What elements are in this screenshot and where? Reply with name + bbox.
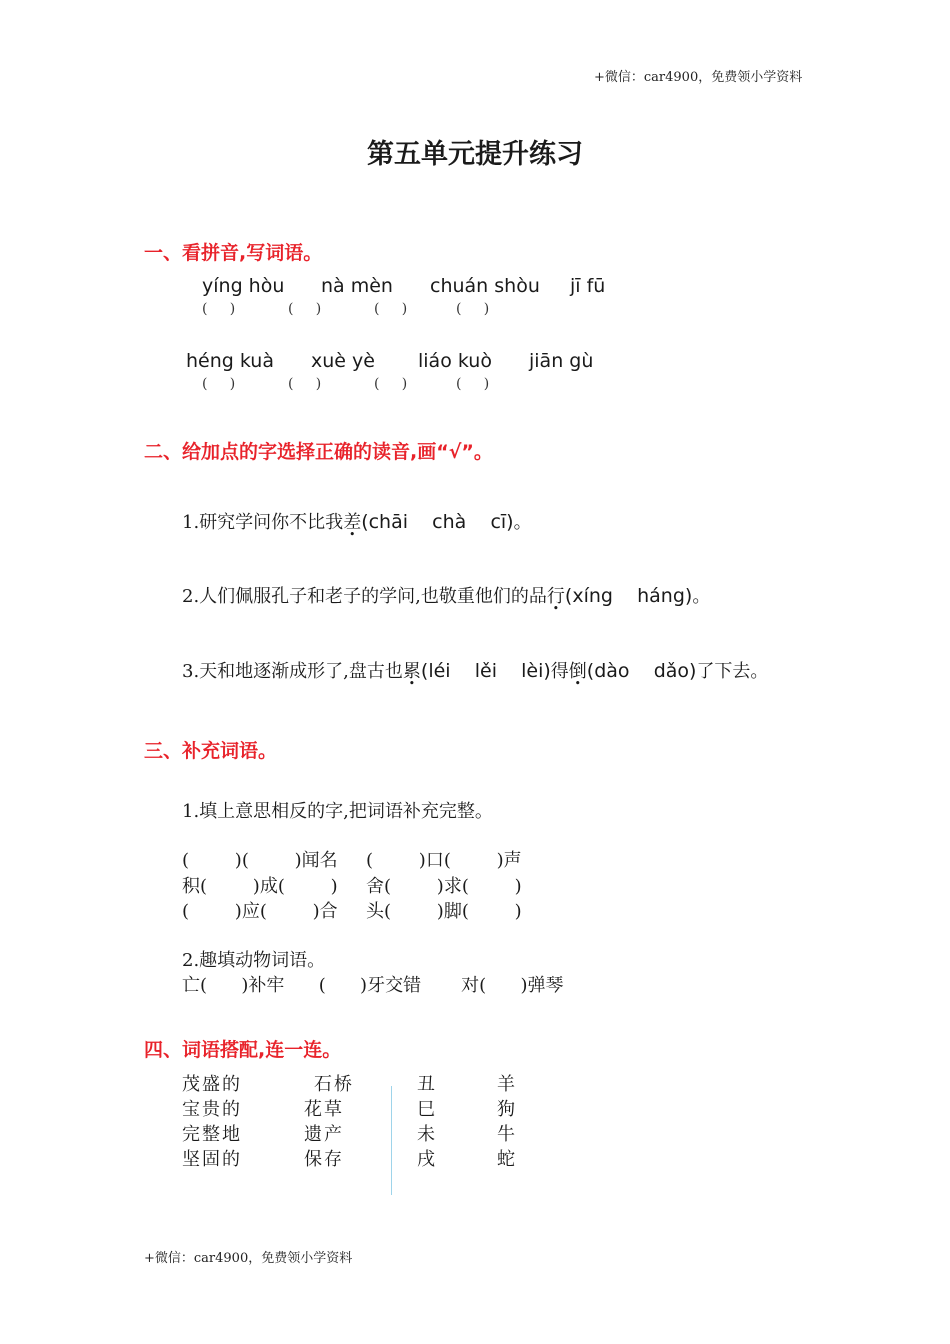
answer-blank[interactable]: ( )	[202, 301, 236, 317]
match-item[interactable]: 戌	[417, 1149, 437, 1170]
fill-blank-item[interactable]: 头( )脚( )	[366, 901, 522, 922]
fill-blank-item[interactable]: 舍( )求( )	[366, 876, 522, 897]
subquestion-1: 1.填上意思相反的字,把词语补充完整。	[182, 801, 493, 822]
match-item[interactable]: 遗产	[304, 1124, 344, 1145]
match-item[interactable]: 花草	[304, 1099, 344, 1120]
match-item[interactable]: 牛	[497, 1124, 517, 1145]
match-item[interactable]: 巳	[417, 1099, 437, 1120]
animal-idioms[interactable]: 亡( )补牢 ( )牙交错 对( )弹琴	[182, 975, 564, 996]
pinyin-options[interactable]: (léi lěi lèi)	[420, 660, 551, 682]
fill-blank-item[interactable]: 积( )成( )	[182, 876, 338, 897]
pinyin-options[interactable]: (dào dǎo)	[586, 660, 697, 682]
question-text: 3.天和地逐渐成形了,盘古也	[182, 661, 403, 682]
pinyin-item: chuán shòu	[430, 275, 540, 297]
pinyin-item: liáo kuò	[418, 350, 492, 372]
match-item[interactable]: 保存	[304, 1149, 344, 1170]
match-item[interactable]: 蛇	[497, 1149, 517, 1170]
subquestion-2: 2.趣填动物词语。	[182, 950, 326, 971]
answer-blank[interactable]: ( )	[288, 301, 322, 317]
pinyin-item: héng kuà	[186, 350, 274, 372]
question-text: 。	[513, 512, 532, 533]
pinyin-item: jī fū	[570, 275, 606, 297]
watermark-top: +微信：car4900，免费领小学资料	[594, 70, 803, 85]
section-heading-1: 一、看拼音,写词语。	[144, 242, 323, 264]
fill-blank-item[interactable]: ( )口( )声	[366, 850, 522, 871]
pinyin-options[interactable]: (xíng háng)	[564, 585, 693, 607]
match-item[interactable]: 石桥	[314, 1074, 354, 1095]
match-item[interactable]: 狗	[497, 1099, 517, 1120]
answer-blank[interactable]: ( )	[374, 301, 408, 317]
match-item[interactable]: 宝贵的	[182, 1099, 242, 1120]
question-text: 2.人们佩服孔子和老子的学问,也敬重他们的品	[182, 586, 547, 607]
divider-line	[391, 1086, 392, 1195]
answer-blank[interactable]: ( )	[288, 376, 322, 392]
watermark-bottom: +微信：car4900，免费领小学资料	[144, 1251, 353, 1266]
answer-blank[interactable]: ( )	[456, 301, 490, 317]
dotted-character: 倒	[568, 661, 587, 682]
answer-blank[interactable]: ( )	[456, 376, 490, 392]
match-item[interactable]: 羊	[497, 1074, 517, 1095]
pinyin-item: yíng hòu	[202, 275, 285, 297]
question-1	[182, 508, 532, 534]
fill-blank-item[interactable]: ( )应( )合	[182, 901, 338, 922]
question-text: 得	[550, 661, 569, 682]
section-heading-3: 三、补充词语。	[144, 740, 278, 762]
section-heading-4: 四、词语搭配,连一连。	[144, 1039, 342, 1061]
answer-blank[interactable]: ( )	[374, 376, 408, 392]
question-text: 。	[692, 586, 711, 607]
answer-blank[interactable]: ( )	[202, 376, 236, 392]
question-text: 1.研究学问你不比我	[182, 512, 344, 533]
page-title: 第五单元提升练习	[367, 139, 583, 170]
match-item[interactable]: 完整地	[182, 1124, 242, 1145]
question-3	[182, 657, 768, 683]
pinyin-item: nà mèn	[321, 275, 393, 297]
pinyin-item: xuè yè	[311, 350, 375, 372]
dotted-character: 累	[402, 661, 421, 682]
pinyin-item: jiān gù	[529, 350, 594, 372]
match-item[interactable]: 丑	[417, 1074, 437, 1095]
match-item[interactable]: 未	[417, 1124, 437, 1145]
section-heading-2: 二、给加点的字选择正确的读音,画“√”。	[144, 441, 493, 463]
dotted-character: 差	[343, 512, 362, 533]
question-2	[182, 582, 710, 608]
match-item[interactable]: 茂盛的	[182, 1074, 242, 1095]
fill-blank-item[interactable]: ( )( )闻名	[182, 850, 338, 871]
dotted-character: 行	[546, 586, 565, 607]
pinyin-options[interactable]: (chāi chà cī)	[361, 511, 514, 533]
question-text: 了下去。	[696, 661, 769, 682]
match-item[interactable]: 坚固的	[182, 1149, 242, 1170]
